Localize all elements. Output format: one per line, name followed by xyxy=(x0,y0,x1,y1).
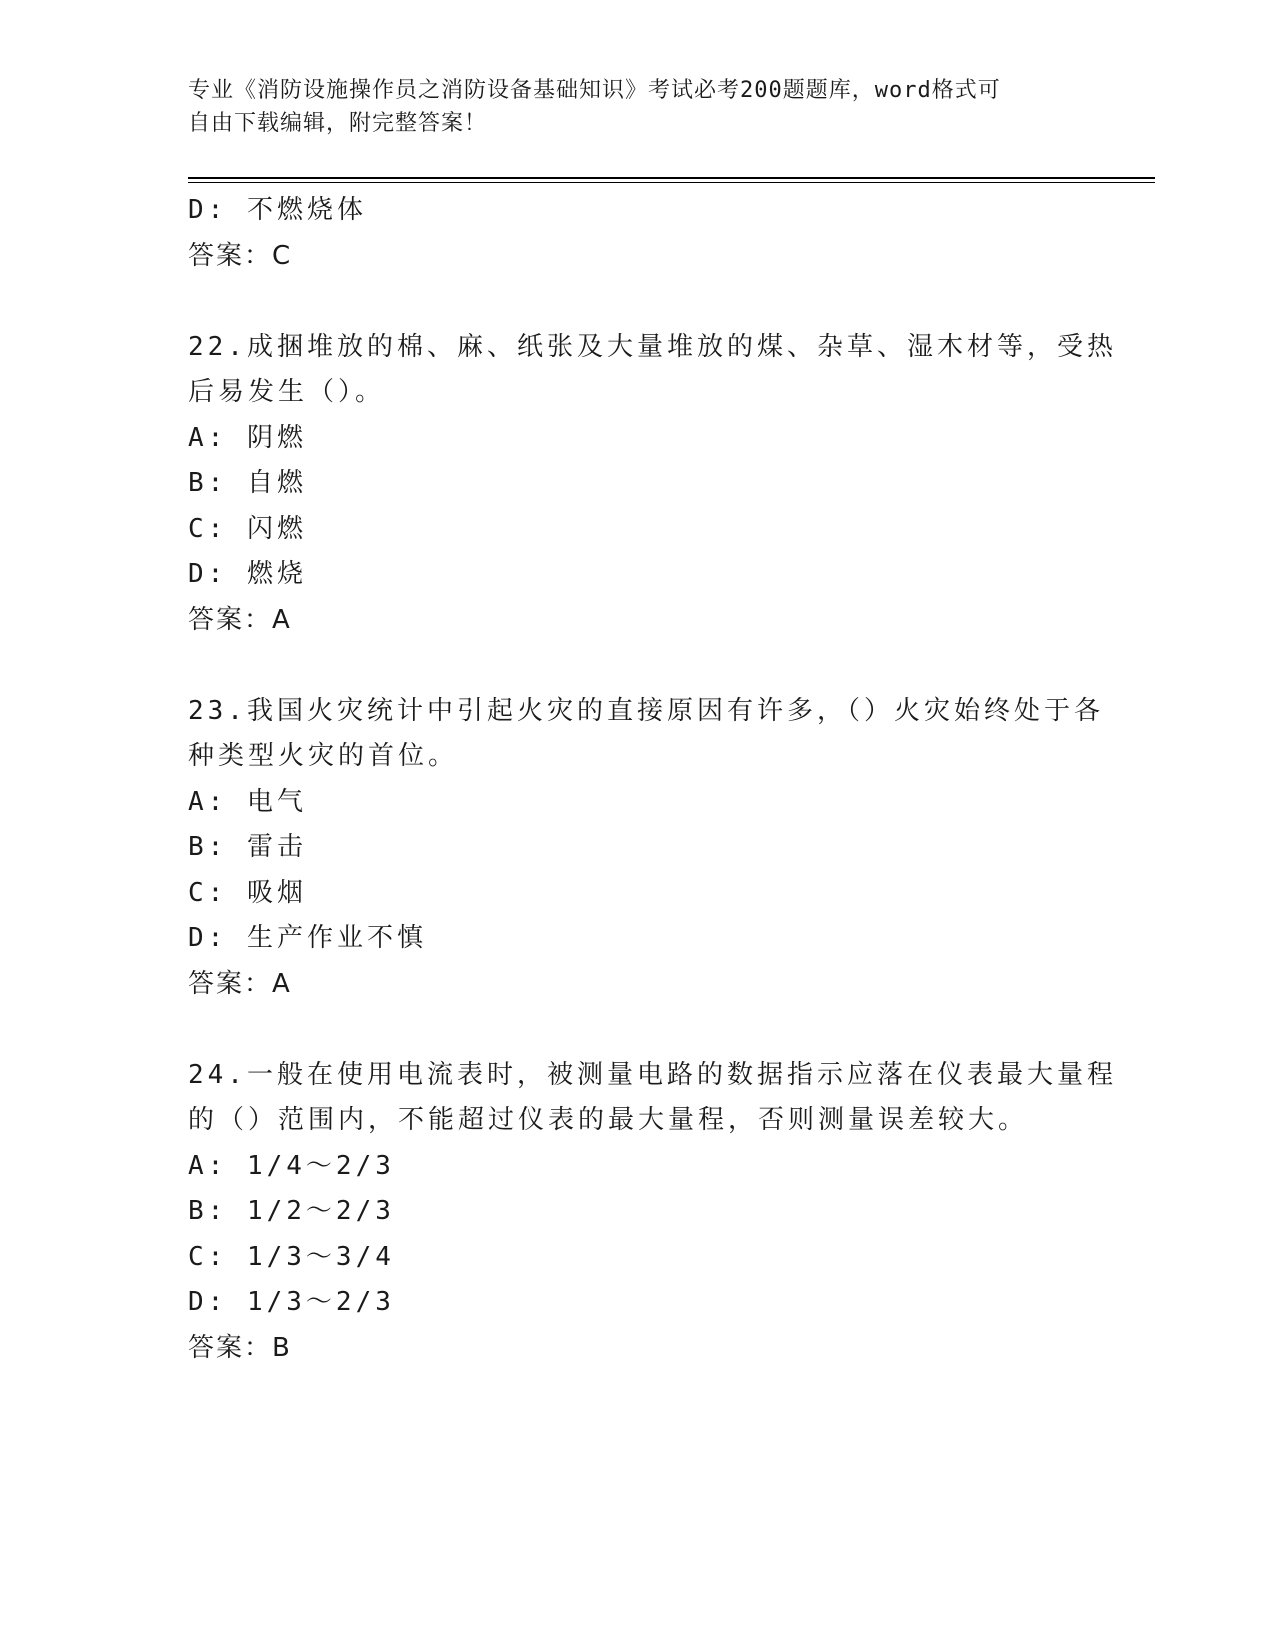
option-b: B: 1/2～2/3 xyxy=(188,1196,395,1226)
option-a: A: 阴燃 xyxy=(188,422,307,453)
header-rule-thin xyxy=(188,182,1155,183)
option-d: D: 燃烧 xyxy=(188,559,307,589)
option-d: D: 生产作业不慎 xyxy=(188,923,427,953)
option-b: B: 雷击 xyxy=(188,832,307,862)
question-stem: 后易发生（）。 xyxy=(188,377,386,407)
question-24 xyxy=(188,1053,1117,1372)
spacer xyxy=(188,643,1088,689)
header-rule-thick xyxy=(188,177,1155,179)
question-stem: 23.我国火灾统计中引起火灾的直接原因有许多，（）火灾始终处于各 xyxy=(188,695,1104,726)
option-a: A: 电气 xyxy=(188,786,307,817)
spacer xyxy=(188,279,1088,325)
question-stem: 24.一般在使用电流表时，被测量电路的数据指示应落在仪表最大量程 xyxy=(188,1059,1117,1090)
option-a: A: 1/4～2/3 xyxy=(188,1150,395,1181)
question-list xyxy=(188,188,1117,1371)
question-stem: 22.成捆堆放的棉、麻、纸张及大量堆放的煤、杂草、湿木材等，受热 xyxy=(188,331,1117,362)
option-b: B: 自燃 xyxy=(188,468,307,498)
option-c: C: 吸烟 xyxy=(188,877,307,908)
option-d: D: 1/3～2/3 xyxy=(188,1287,395,1317)
answer: 答案：A xyxy=(188,968,292,999)
option-c: C: 闪燃 xyxy=(188,513,307,544)
answer: 答案：A xyxy=(188,604,292,635)
question-23 xyxy=(188,689,1104,1008)
prev-answer: 答案：C xyxy=(188,240,293,271)
question-stem: 种类型火灾的首位。 xyxy=(188,741,459,771)
header-line-2: 自由下载编辑，附完整答案！ xyxy=(188,111,488,136)
question-stem: 的（）范围内，不能超过仪表的最大量程，否则测量误差较大。 xyxy=(188,1105,1029,1135)
question-22 xyxy=(188,325,1117,644)
option-c: C: 1/3～3/4 xyxy=(188,1241,395,1272)
document-header xyxy=(188,74,1068,140)
prev-option-d: D: 不燃烧体 xyxy=(188,195,367,225)
header-line-1: 专业《消防设施操作员之消防设备基础知识》考试必考200题题库，word格式可 xyxy=(188,78,1001,103)
spacer xyxy=(188,1007,1088,1053)
answer: 答案：B xyxy=(188,1332,292,1363)
